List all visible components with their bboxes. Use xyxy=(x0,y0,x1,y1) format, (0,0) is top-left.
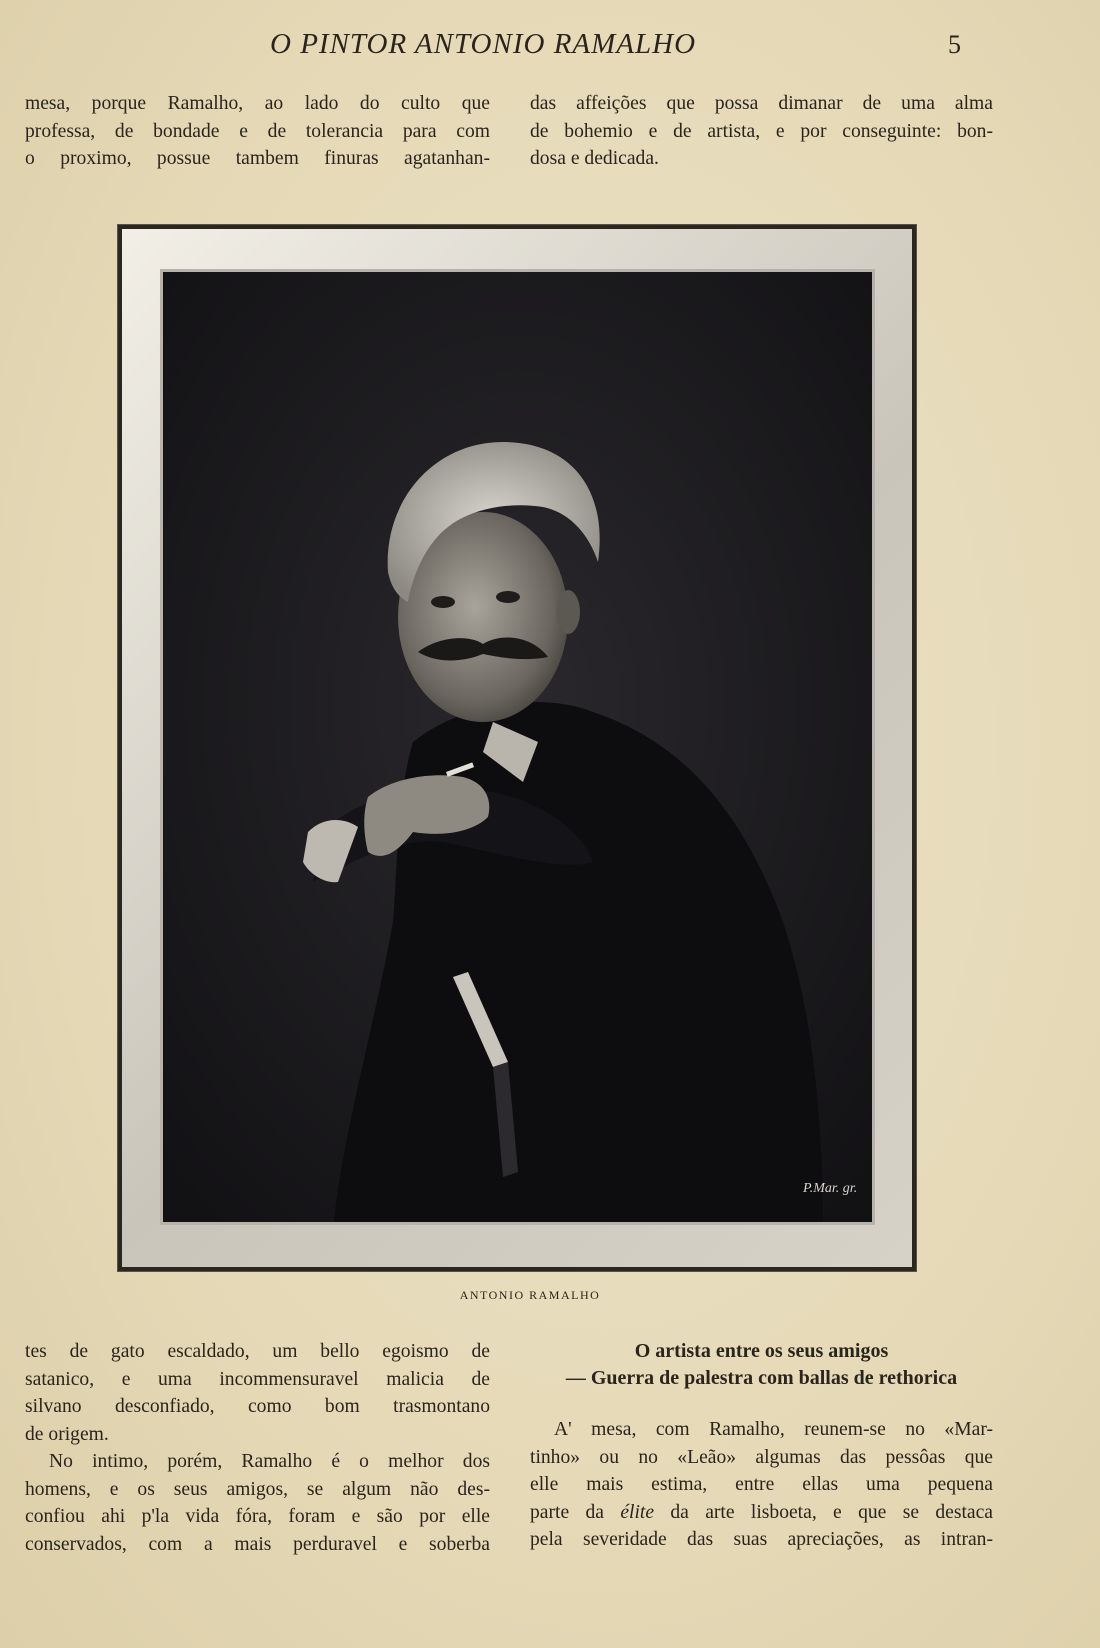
running-title: O PINTOR ANTONIO RAMALHO xyxy=(270,28,697,60)
text-line: tes de gato escaldado, um bello egoismo de xyxy=(25,1341,490,1362)
running-head xyxy=(0,28,1100,68)
text-line: dosa e dedicada. xyxy=(530,148,659,169)
bottom-left-column xyxy=(25,1338,490,1558)
top-right-column xyxy=(530,90,993,173)
text-line: pela severidade das suas apreciações, as intran- xyxy=(530,1529,993,1550)
text-line: elle mais estima, entre ellas uma pequena xyxy=(530,1474,993,1495)
text-line: de bohemio e de artista, e por conseguinte: bon- xyxy=(530,120,993,142)
bottom-right-column xyxy=(530,1338,993,1554)
text-line: de origem. xyxy=(25,1423,109,1445)
text-line: No intimo, porém, Ramalho é o melhor dos xyxy=(49,1451,490,1472)
page-number: 5 xyxy=(948,30,961,59)
text-line: mesa, porque Ramalho, ao lado do culto que xyxy=(25,93,490,114)
text-line: das affeições que possa dimanar de uma alma xyxy=(530,93,993,114)
spacer xyxy=(530,1392,993,1416)
text-fragment: parte da xyxy=(530,1501,621,1523)
portrait-figure xyxy=(163,272,875,1225)
text-line: o proximo, possue tambem finuras agatanhan- xyxy=(25,148,490,169)
section-subheading: — Guerra de palestra com ballas de rethorica xyxy=(565,1367,958,1389)
portrait-plate xyxy=(118,225,916,1271)
section-heading: O artista entre os seus amigos xyxy=(634,1340,889,1362)
engraver-signature: P.Mar. gr. xyxy=(803,1181,858,1196)
text-line xyxy=(530,1499,993,1527)
portrait-photograph xyxy=(160,269,875,1225)
italic-word: élite xyxy=(620,1501,655,1523)
text-line: tinho» ou no «Leão» algumas das pessôas que xyxy=(530,1446,993,1468)
text-line: homens, e os seus amigos, se algum não des- xyxy=(25,1478,490,1500)
top-left-column xyxy=(25,90,490,173)
text-line: satanico, e uma incommensuravel malicia de xyxy=(25,1368,490,1390)
text-line: A' mesa, com Ramalho, reunem-se no «Mar- xyxy=(554,1419,993,1440)
text-fragment: da arte lisboeta, e que se destaca xyxy=(654,1501,993,1523)
text-line: conservados, com a mais perduravel e soberba xyxy=(25,1533,490,1555)
text-line: silvano desconfiado, como bom trasmontano xyxy=(25,1396,490,1417)
text-line: confiou ahi p'la vida fóra, foram e são por elle xyxy=(25,1506,490,1527)
text-line: professa, de bondade e de tolerancia para com xyxy=(25,120,490,142)
figure-caption: ANTONIO RAMALHO xyxy=(459,1288,601,1302)
